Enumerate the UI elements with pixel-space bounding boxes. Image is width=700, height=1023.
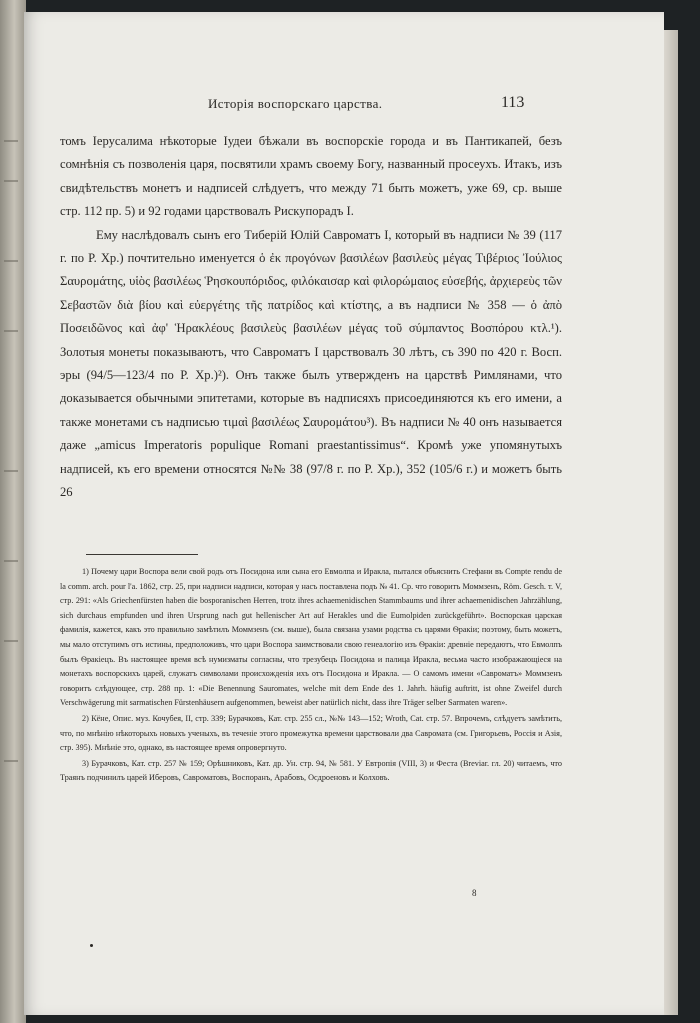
body-paragraph: Ему наслѣдовалъ сынъ его Тиберій Юлій Савроматъ I, который въ надписи № 39 (117 г. по Р. Хр.) почтительно именуется ὁ ἐκ προγόνων βασιλέων βασιλεὺς μέγας Τιβέριος Ἰούλιος Σαυρομάτης, υἱὸς βασιλέως Ῥησκουπόριδος, φιλόκαισαρ καὶ φιλορώμαιος εὐσεβής, ἀρχιερεὺς τῶν Σεβαστῶν διὰ βίου καὶ εὐεργέτης τῆς πατρίδος καὶ κτίστης, а въ надписи № 358 — ὁ ἀπὸ Ποσειδῶνος καὶ ἀφ' Ἡρακλέους βασιλεὺς βασιλέων μέγας τοῦ σύμπαντος Βοσπόρου κτλ.¹). Золотыя монеты показываютъ, что Савроматъ I царствовалъ 30 лѣтъ, съ 390 по 420 г. Восп. эры (94/5—123/4 по Р. Хр.)²). Онъ также былъ утвержденъ на царствѣ Римлянами, что доказывается обычными эпитетами, которые въ надписяхъ присоединяются къ его имени, а также монетами съ надписью τιμαὶ βασιλέως Σαυρομάτου³). Въ надписи № 40 онъ называется даже „amicus Imperatoris populique Romani praestantissimus“. Кромѣ уже упомянутыхъ надписей, къ его времени относятся №№ 38 (97/8 г. по Р. Хр.), 352 (105/6 г.) и можетъ быть 26: [60, 227, 562, 500]
body-text: [60, 130, 562, 505]
signature-mark: 8: [472, 888, 477, 898]
footnote: 2) Кёне, Опис. муз. Кочубея, II, стр. 339; Бурачковъ, Кат. стр. 255 сл., №№ 143—152; Wroth, Cat. стр. 57. Впрочемъ, слѣдуетъ замѣтить, что, по мнѣнію нѣкоторыхъ новыхъ ученыхъ, въ теченіе этого промежутка времени царствовали два Савромата (см. Григорьевъ, Россія и Азія, стр. 395). Мнѣніе это, однако, въ настоящее время опровергнуто.: [60, 713, 562, 753]
book-page: [24, 12, 664, 1015]
footnote-divider: [86, 554, 198, 555]
footnote: 1) Почему цари Воспора вели свой родъ отъ Посидона или сына его Евмолпа и Иракла, пытался объяснить Стефани въ Compte rendu de la comm. arch. pour l'a. 1862, стр. 25, при надписи надписи, которая у насъ поставлена подъ № 41. Ср. что говоритъ Моммзенъ, Röm. Gesch. т. V, стр. 291: «Als Griechenfürsten haben die bosporanischen Herren, trotz ihres achaemenidischen Stammbaums und ihrer achaemenidischen Jahrzählung, sich durchaus empfunden und ihren Ursprung nach gut hellenischer Art auf Herakles und die Eumolpiden zurückgeführt». Воспорская царская фамилія, кажется, какъ это правильно замѣтилъ Моммзенъ (см. выше), была связана узами родства съ царями Ѳракіи; поэтому, быть можетъ, мы мало отступимъ отъ истины, предположивъ, что цари Воспора заимствовали свою генеалогію изъ Ѳракіи: древніе передаютъ, что Евмолпъ былъ Ѳракіецъ. Въ настоящее время всѣ нумизматы согласны, что трезубецъ Посидона и палица Иракла, весьма часто изображающіеся на монетахъ воспорскихъ царей, служатъ символами происхожденія ихъ отъ Посидона и Иракла. — О самомъ имени «Савроматъ» Моммзенъ говоритъ слѣдующее, стр. 288 пр. 1: «Die Benennung Sauromates, welche mit dem Ende des 1. Jahrh. häufig auftritt, ist ohne Zweifel durch Verschwägerung mit sarmatischen Fürstenhäusern aufgenommen, beweist aber natürlich nicht, dass ihre Träger selber Sarmaten waren».: [60, 567, 562, 708]
running-head: Исторія воспорскаго царства.: [208, 96, 383, 111]
body-paragraph: томъ Іерусалима нѣкоторые Іудеи бѣжали въ воспорскіе города и въ Пантикапей, безъ сомнѣнія съ позволенія царя, посвятили храмъ своему Богу, названный просеухъ. Итакъ, изъ свидѣтельствъ монетъ и надписей слѣдуетъ, что между 71 быть можетъ, уже 69, ср. выше стр. 112 пр. 5) и 92 годами царствовалъ Рискупорадъ I.: [60, 134, 562, 219]
page-number: 113: [501, 94, 525, 111]
footnotes: [60, 565, 562, 787]
footnote: 3) Бурачковъ, Кат. стр. 257 № 159; Орѣшниковъ, Кат. др. Ун. стр. 94, № 581. У Евтропія (VIII, 3) и Феста (Breviar. гл. 20) читаемъ, что Траянъ подчинилъ царей Иберовъ, Савроматовъ, Воспоранъ, Арабовъ, Осдроеновъ и Колховъ.: [60, 758, 562, 783]
ink-dot: [90, 944, 93, 947]
left-page-edge: [0, 0, 26, 1023]
